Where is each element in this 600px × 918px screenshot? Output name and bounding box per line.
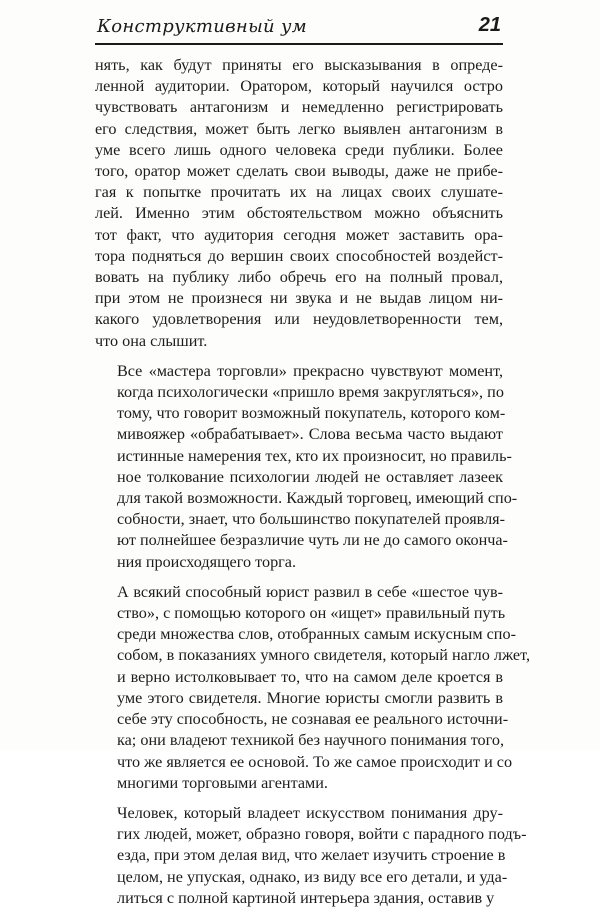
text-line: какого удовлетворения или неудовлетворенности тем,: [95, 310, 503, 329]
text-line: того, оратор может сделать свои выводы, даже не прибе-: [95, 162, 503, 181]
text-line: что она слышит.: [95, 331, 208, 350]
text-line: собом, в показаниях умного свидетеля, который нагло лжет,: [117, 646, 530, 665]
text-line: многими торговыми агентами.: [117, 773, 328, 792]
text-line: для такой возможности. Каждый торговец, имеющий спо-: [117, 489, 518, 508]
text-line: ное толкование психологии людей не оставляет лазеек: [117, 467, 503, 486]
paragraph: [95, 582, 530, 794]
text-line: себе эту способность, не сознавая ее реального источни-: [117, 710, 509, 729]
text-line: ство», с помощью которого он «ищет» правильный путь: [117, 604, 506, 623]
text-line: мивояжер «обрабатывает». Слова весьма часто выдают: [117, 425, 503, 444]
paragraph: [95, 803, 527, 909]
text-line: езда, при этом делая вид, что желает изучить строение в: [117, 846, 506, 865]
text-line: тому, что говорит возможный покупатель, которого ком-: [117, 404, 506, 423]
text-line: когда психологически «пришло время закругляться», по: [117, 383, 504, 402]
paragraph: [95, 361, 518, 573]
running-title: Конструктивный ум: [97, 16, 307, 37]
text-line: гих людей, может, образно говоря, войти с парадного подъ-: [117, 825, 527, 844]
text-line: тот факт, что аудитория сегодня может заставить ора-: [95, 225, 503, 244]
text-line: гая к попытке прочитать их на лицах своих слушате-: [95, 183, 503, 202]
page-number: 21: [478, 14, 501, 36]
text-line: тора подняться до вершин своих способностей воздейст-: [95, 246, 503, 265]
text-line: его следствия, может быть легко выявлен антагонизм в: [95, 119, 503, 138]
text-line: при этом не произнеся ни звука и не выдав лицом ни-: [95, 289, 503, 308]
text-line: нять, как будут приняты его высказывания в опреде-: [95, 56, 503, 74]
text-line: вовать на публику либо обречь его на полный провал,: [95, 268, 503, 287]
text-line: литься с полной картиной интерьера здания, оставив у: [117, 888, 495, 907]
text-line: целом, не упуская, однако, из виду все его детали, и уда-: [117, 867, 508, 886]
running-header: [95, 15, 503, 45]
body-text: [95, 55, 530, 918]
text-line: Человек, который владеет искусством понимания дру-: [117, 803, 503, 822]
text-line: что же является ее основой. То же самое происходит и со: [117, 752, 513, 771]
text-line: ния происходящего торга.: [117, 552, 297, 571]
text-line: и верно истолковывает то, что на самом деле кроется в: [117, 667, 503, 686]
text-line: А всякий способный юрист развил в себе «шестое чув-: [117, 582, 503, 601]
text-line: чувствовать антагонизм и немедленно регистрировать: [95, 98, 503, 117]
text-line: лей. Именно этим обстоятельством можно объяснить: [95, 204, 503, 223]
text-line: среди множества слов, отобранных самым искусным спо-: [117, 625, 516, 644]
text-line: собности, знает, что большинство покупателей проявля-: [117, 510, 505, 529]
paragraph: [95, 55, 503, 352]
text-line: истинные намерения тех, кто их произносит, но правиль-: [117, 446, 512, 465]
text-line: ка; они владеют техникой без научного понимания того,: [117, 731, 505, 750]
text-line: уме всего лишь одного человека среди публики. Более: [95, 140, 503, 159]
text-line: уме этого свидетеля. Многие юристы смогли развить в: [117, 688, 503, 707]
text-line: Все «мастера торговли» прекрасно чувствуют момент,: [117, 361, 503, 380]
text-line: ленной аудитории. Оратором, который научился остро: [95, 77, 503, 96]
text-line: ют полнейшее безразличие чуть ли не до самого оконча-: [117, 531, 508, 550]
